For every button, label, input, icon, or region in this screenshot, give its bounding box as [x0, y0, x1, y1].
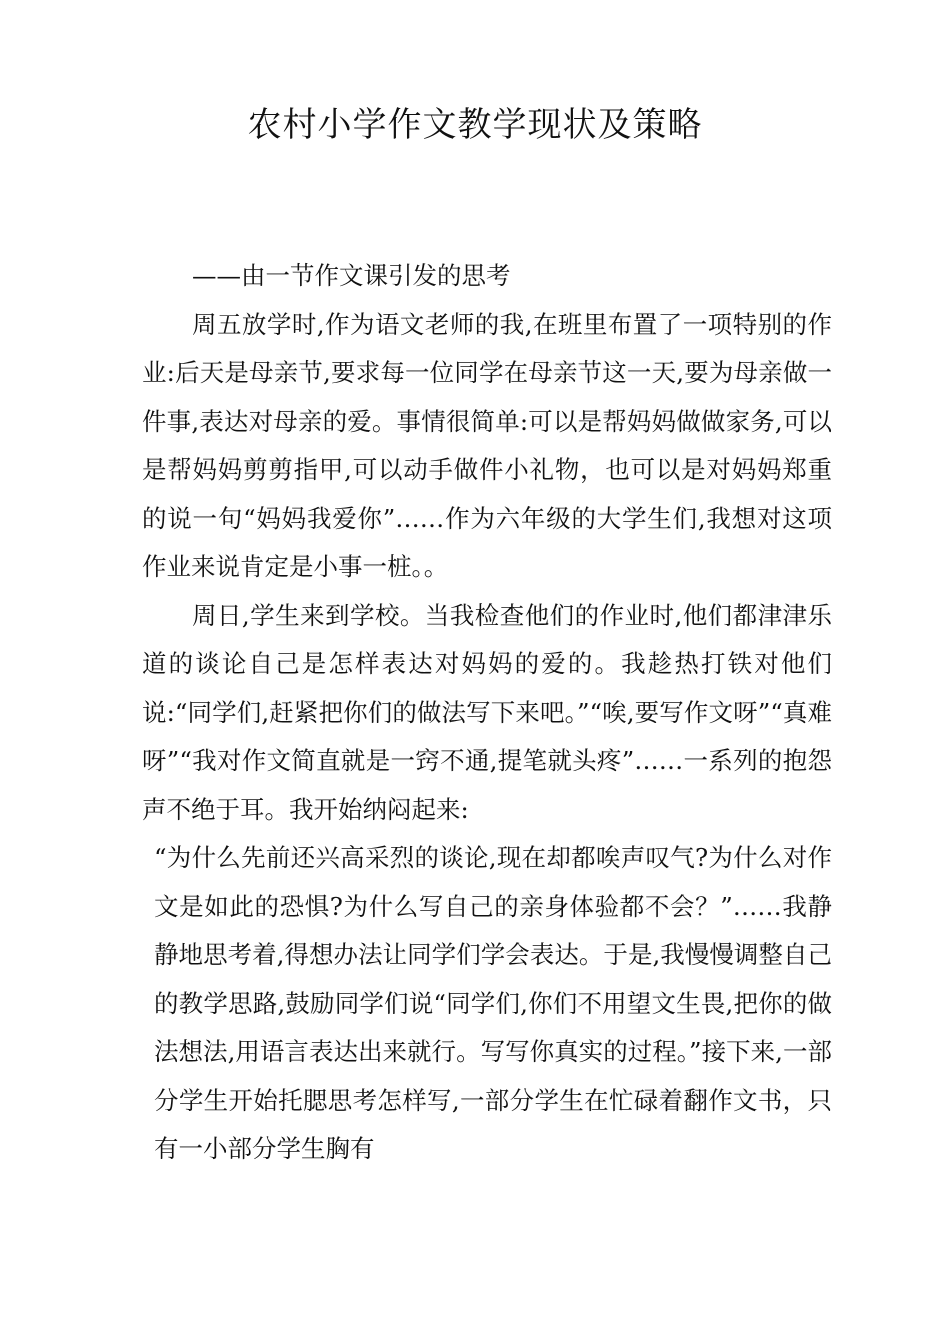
paragraph-1: 周五放学时,作为语文老师的我,在班里布置了一项特别的作业:后天是母亲节,要求每一位同学在母亲节这一天,要为母亲做一件事,表达对母亲的爱。事情很简单:可以是帮妈妈做做家务,可以是帮妈妈剪剪指甲,可以动手做件小礼物，也可以是对妈妈郑重的说一句“妈妈我爱你”……作为六年级的大学生们,我想对这项作业来说肯定是小事一桩。。: [142, 309, 832, 581]
paragraph-3: “为什么先前还兴高采烈的谈论,现在却都唉声叹气?为什么对作文是如此的恐惧?为什么写自己的亲身体验都不会？”……我静静地思考着,得想办法让同学们学会表达。于是,我慢慢调整自己的教学思路,鼓励同学们说“同学们,你们不用望文生畏,把你的做法想法,用语言表达出来就行。写写你真实的过程。”接下来,一部分学生开始托腮思考怎样写,一部分学生在忙碌着翻作文书，只有一小部分学生胸有: [154, 843, 832, 1163]
document-subtitle: ——由一节作文课引发的思考: [192, 261, 511, 290]
paragraph-2: 周日,学生来到学校。当我检查他们的作业时,他们都津津乐道的谈论自己是怎样表达对妈妈的爱的。我趁热打铁对他们说:“同学们,赶紧把你们的做法写下来吧。”“唉,要写作文呀”“真难呀”“我对作文简直就是一窍不通,提笔就头疼”……一系列的抱怨声不绝于耳。我开始纳闷起来:: [142, 600, 832, 824]
document-title: 农村小学作文教学现状及策略: [247, 105, 703, 145]
document-body: [142, 252, 832, 1174]
